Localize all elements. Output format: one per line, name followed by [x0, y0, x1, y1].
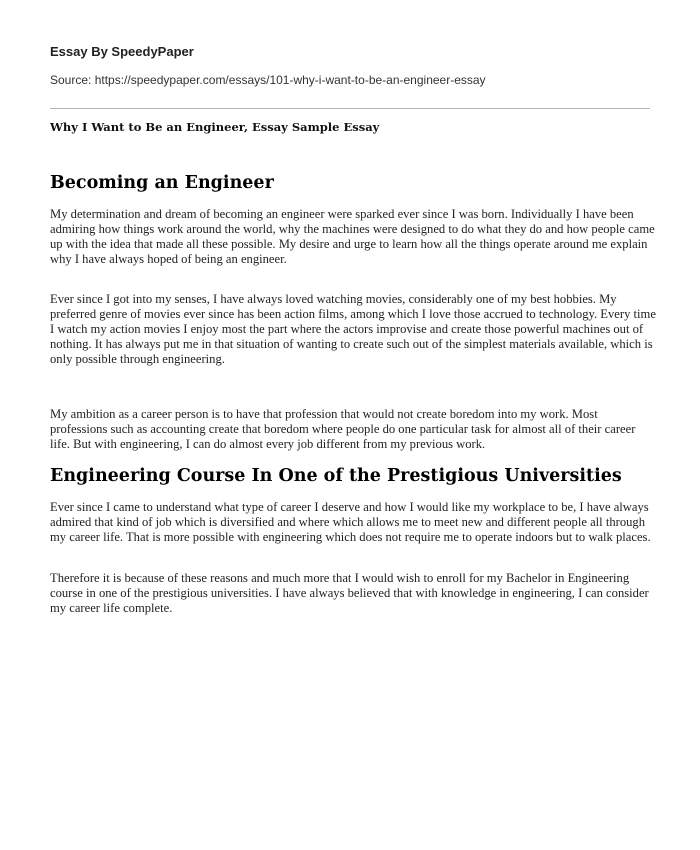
section-heading-becoming-an-engineer: Becoming an Engineer [50, 173, 274, 193]
section-heading-engineering-course: Engineering Course In One of the Prestigious Universities [50, 466, 622, 486]
header-divider [50, 108, 650, 109]
essay-author-line: Essay By SpeedyPaper [50, 44, 194, 59]
paragraph: My ambition as a career person is to have that profession that would not create boredom into my work. Most professions such as accounting create that boredom where people do one particular task for almost all of their career life. But with engineering, I can do almost every job different from my previous work. [50, 407, 636, 451]
paragraph: Ever since I got into my senses, I have always loved watching movies, considerably one of my best hobbies. My preferred genre of movies ever since has been action films, among which I love those accrued to technology. Every time I watch my action movies I enjoy most the part where the actors improvise and create those powerful machines out of nothing. It has always put me in that situation of wanting to create such out of the simplest materials available, which is only possible through engineering. [50, 292, 656, 366]
paragraph: Therefore it is because of these reasons and much more that I would wish to enroll for my Bachelor in Engineering course in one of the prestigious universities. I have always believed that with knowledge in engineering, I can consider my career life complete. [50, 571, 649, 615]
document-title: Why I Want to Be an Engineer, Essay Sample Essay [50, 120, 380, 134]
paragraph: Ever since I came to understand what type of career I deserve and how I would like my workplace to be, I have always admired that kind of job which is diversified and where which allows me to meet new and different people all through my career life. That is more possible with engineering which does not require me to operate indoors but to walk places. [50, 500, 651, 544]
paragraph: My determination and dream of becoming an engineer were sparked ever since I was born. Individually I have been admiring how things work around the world, why the machines were designed to do what they do and how people came up with the idea that made all these possible. My desire and urge to learn how all the things operate around me explain why I have always hoped of being an engineer. [50, 207, 655, 266]
essay-source-line: Source: https://speedypaper.com/essays/101-why-i-want-to-be-an-engineer-essay [50, 73, 486, 87]
